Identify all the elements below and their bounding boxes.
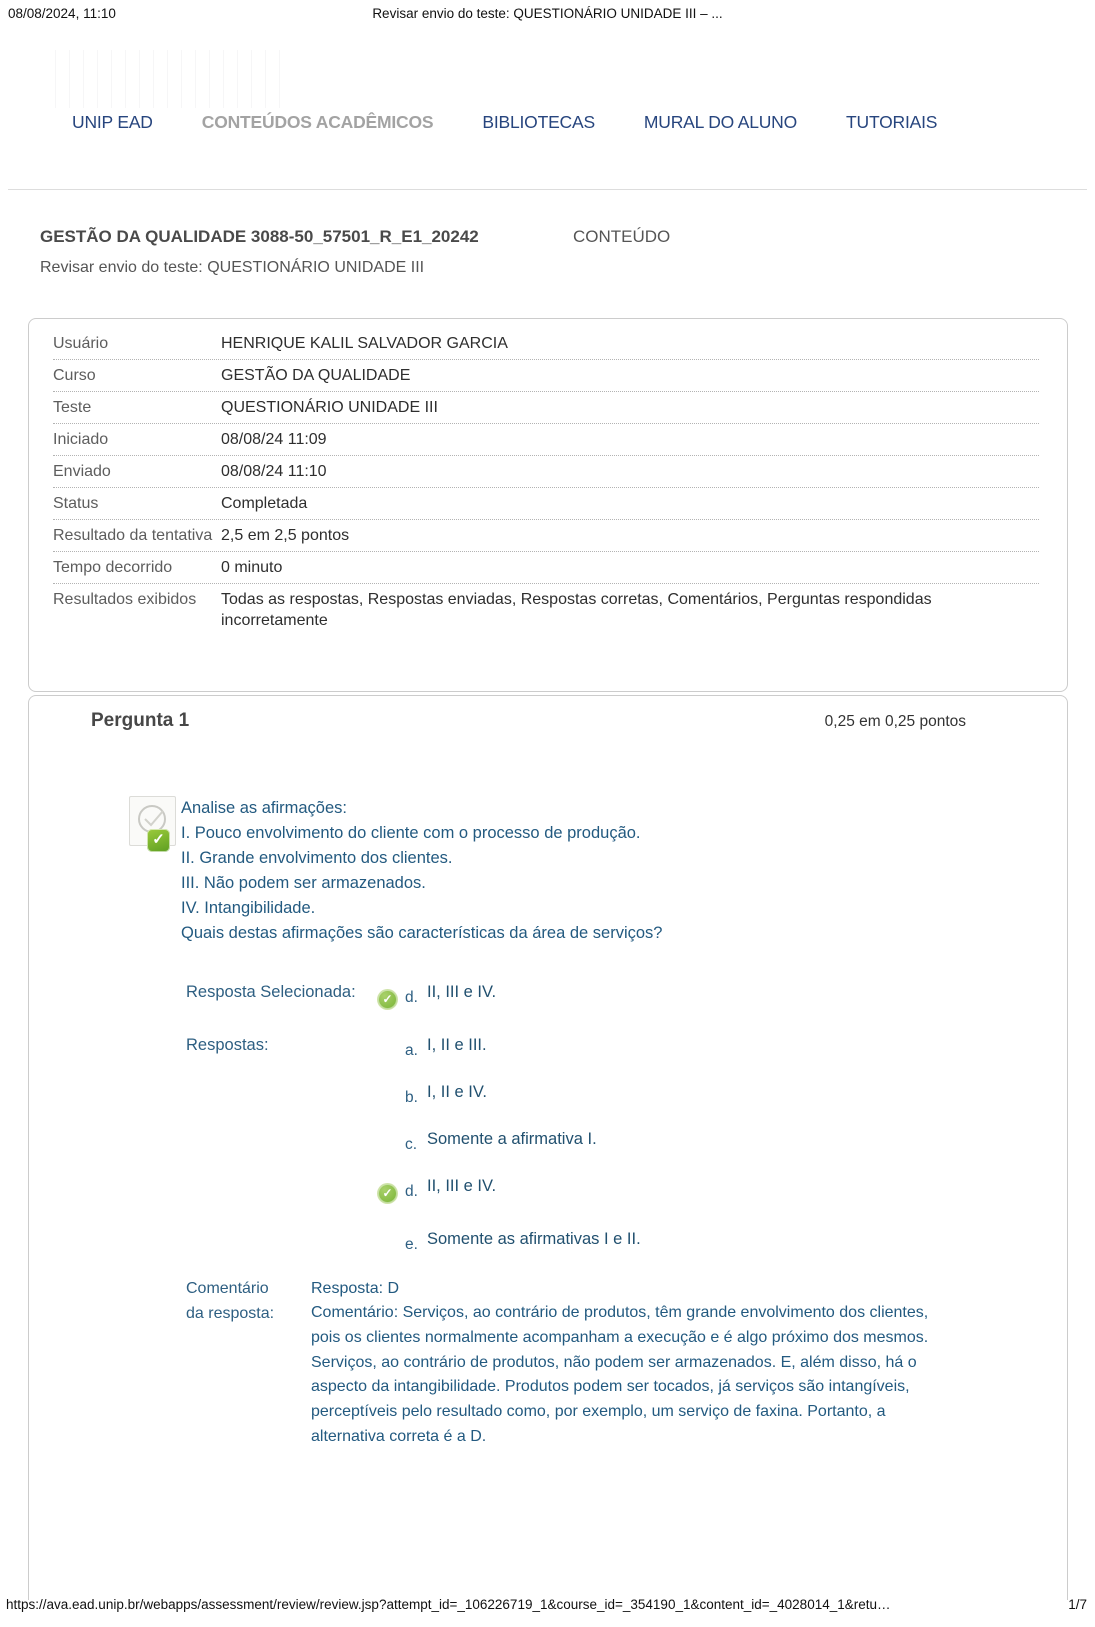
answers-list bbox=[378, 1035, 1029, 1276]
info-row bbox=[53, 360, 1039, 392]
info-row-value: HENRIQUE KALIL SALVADOR GARCIA bbox=[221, 335, 508, 352]
page-title: Revisar envio do teste: QUESTIONÁRIO UNIDADE III bbox=[40, 259, 425, 276]
nav-item[interactable]: UNIP EAD bbox=[72, 112, 153, 132]
answer-text: Somente as afirmativas I e II. bbox=[427, 1230, 641, 1248]
answer-option bbox=[378, 1176, 1029, 1203]
info-row-label: Resultado da tentativa bbox=[53, 527, 213, 544]
nav-divider bbox=[8, 189, 1087, 190]
question-number: Pergunta 1 bbox=[91, 710, 190, 731]
feedback-label: Comentário da resposta: bbox=[186, 1280, 275, 1322]
info-row-label: Curso bbox=[53, 367, 96, 384]
nav-item[interactable]: BIBLIOTECAS bbox=[482, 112, 595, 132]
info-row-label: Iniciado bbox=[53, 431, 109, 448]
feedback-row bbox=[186, 1276, 1029, 1450]
question-text bbox=[181, 796, 1029, 946]
question-line: IV. Intangibilidade. bbox=[181, 899, 316, 917]
info-row-value: QUESTIONÁRIO UNIDADE III bbox=[221, 399, 438, 416]
answer-letter: b. bbox=[405, 1089, 418, 1106]
nav-item[interactable]: MURAL DO ALUNO bbox=[643, 112, 798, 132]
question-line: Quais destas afirmações são características da área de serviços? bbox=[181, 924, 663, 942]
nav-item[interactable]: TUTORIAIS bbox=[846, 112, 938, 132]
answer-letter: d. bbox=[405, 1183, 418, 1200]
selected-answer-row bbox=[186, 982, 1029, 1035]
info-row-label: Usuário bbox=[53, 335, 109, 352]
answer-text: Somente a afirmativa I. bbox=[427, 1130, 597, 1148]
question-line: Analise as afirmações: bbox=[181, 799, 347, 817]
info-row bbox=[53, 456, 1039, 488]
info-row bbox=[53, 424, 1039, 456]
course-title: GESTÃO DA QUALIDADE 3088-50_57501_R_E1_20242 bbox=[40, 227, 479, 246]
question-line: II. Grande envolvimento dos clientes. bbox=[181, 849, 453, 867]
answer-text: II, III e IV. bbox=[427, 983, 497, 1001]
print-page-number: 1/7 bbox=[1068, 1597, 1087, 1612]
unip-logo-ghost bbox=[55, 50, 290, 108]
info-row-value: Completada bbox=[221, 495, 308, 512]
info-row bbox=[53, 552, 1039, 584]
question-line: III. Não podem ser armazenados. bbox=[181, 874, 426, 892]
question-points: 0,25 em 0,25 pontos bbox=[824, 713, 966, 730]
answer-option bbox=[378, 1035, 1029, 1059]
attempt-info-panel bbox=[28, 318, 1068, 692]
question-line: I. Pouco envolvimento do cliente com o processo de produção. bbox=[181, 824, 641, 842]
info-row bbox=[53, 392, 1039, 424]
selected-answer-label: Resposta Selecionada: bbox=[186, 983, 356, 1001]
answer-option bbox=[378, 1229, 1029, 1253]
answer-text: II, III e IV. bbox=[427, 1177, 497, 1195]
info-row-value: 2,5 em 2,5 pontos bbox=[221, 527, 350, 544]
top-navigation bbox=[72, 112, 937, 133]
info-row bbox=[53, 520, 1039, 552]
feedback-answer: Resposta: D bbox=[311, 1280, 400, 1297]
info-row-value: 0 minuto bbox=[221, 559, 283, 576]
feedback-comment: Comentário: Serviços, ao contrário de produtos, têm grande envolvimento dos clientes, pois os clientes normalmente acompanham a execução e é algo próximo dos mesmos. Serviços, ao contrário de produtos, não podem ser armazenados. E, além disso, há o aspecto da intangibilidade. Produtos podem ser tocados, já serviços são intangíveis, perceptíveis pelo resultado como, por exemplo, um serviço de faxina. Portanto, a alternativa correta é a D. bbox=[311, 1304, 929, 1445]
selected-answer bbox=[378, 982, 1029, 1009]
answers-label: Respostas: bbox=[186, 1036, 269, 1054]
answer-option bbox=[378, 1129, 1029, 1153]
info-row-value: Todas as respostas, Respostas enviadas, Respostas corretas, Comentários, Perguntas respondidas incorretamente bbox=[221, 591, 932, 629]
breadcrumb-conteudo-link[interactable]: CONTEÚDO bbox=[573, 227, 671, 246]
info-row bbox=[53, 328, 1039, 360]
answer-option bbox=[378, 1082, 1029, 1106]
course-header bbox=[40, 226, 1060, 277]
info-row-label: Tempo decorrido bbox=[53, 559, 173, 576]
print-datetime: 08/08/2024, 11:10 bbox=[8, 6, 116, 21]
answer-text: I, II e IV. bbox=[427, 1083, 487, 1101]
print-header bbox=[0, 6, 1095, 26]
completed-check-icon: ✓ bbox=[147, 829, 170, 852]
answer-letter: a. bbox=[405, 1042, 418, 1059]
info-row bbox=[53, 584, 1039, 636]
question-panel bbox=[28, 695, 1068, 1600]
correct-check-icon: ✓ bbox=[378, 1184, 397, 1203]
print-footer bbox=[0, 1597, 1095, 1617]
correct-check-icon: ✓ bbox=[378, 990, 397, 1009]
question-complete-icon bbox=[129, 796, 176, 846]
nav-item[interactable]: CONTEÚDOS ACADÊMICOS bbox=[201, 112, 434, 132]
print-page-title: Revisar envio do teste: QUESTIONÁRIO UNIDADE III – ... bbox=[372, 6, 723, 21]
info-row bbox=[53, 488, 1039, 520]
print-url: https://ava.ead.unip.br/webapps/assessment/review/review.jsp?attempt_id=_106226719_1&course_id=_354190_1&content_id=_4028014_1&retu… bbox=[6, 1597, 891, 1612]
info-row-value: 08/08/24 11:09 bbox=[221, 431, 327, 448]
info-row-label: Teste bbox=[53, 399, 92, 416]
answer-letter: c. bbox=[405, 1136, 418, 1153]
answers-row bbox=[186, 1035, 1029, 1276]
answer-letter: e. bbox=[405, 1236, 418, 1253]
info-row-value: GESTÃO DA QUALIDADE bbox=[221, 367, 411, 384]
info-row-label: Resultados exibidos bbox=[53, 591, 197, 608]
info-row-label: Status bbox=[53, 495, 99, 512]
answer-letter: d. bbox=[405, 989, 418, 1006]
info-row-label: Enviado bbox=[53, 463, 111, 480]
answer-text: I, II e III. bbox=[427, 1036, 487, 1054]
info-row-value: 08/08/24 11:10 bbox=[221, 463, 327, 480]
